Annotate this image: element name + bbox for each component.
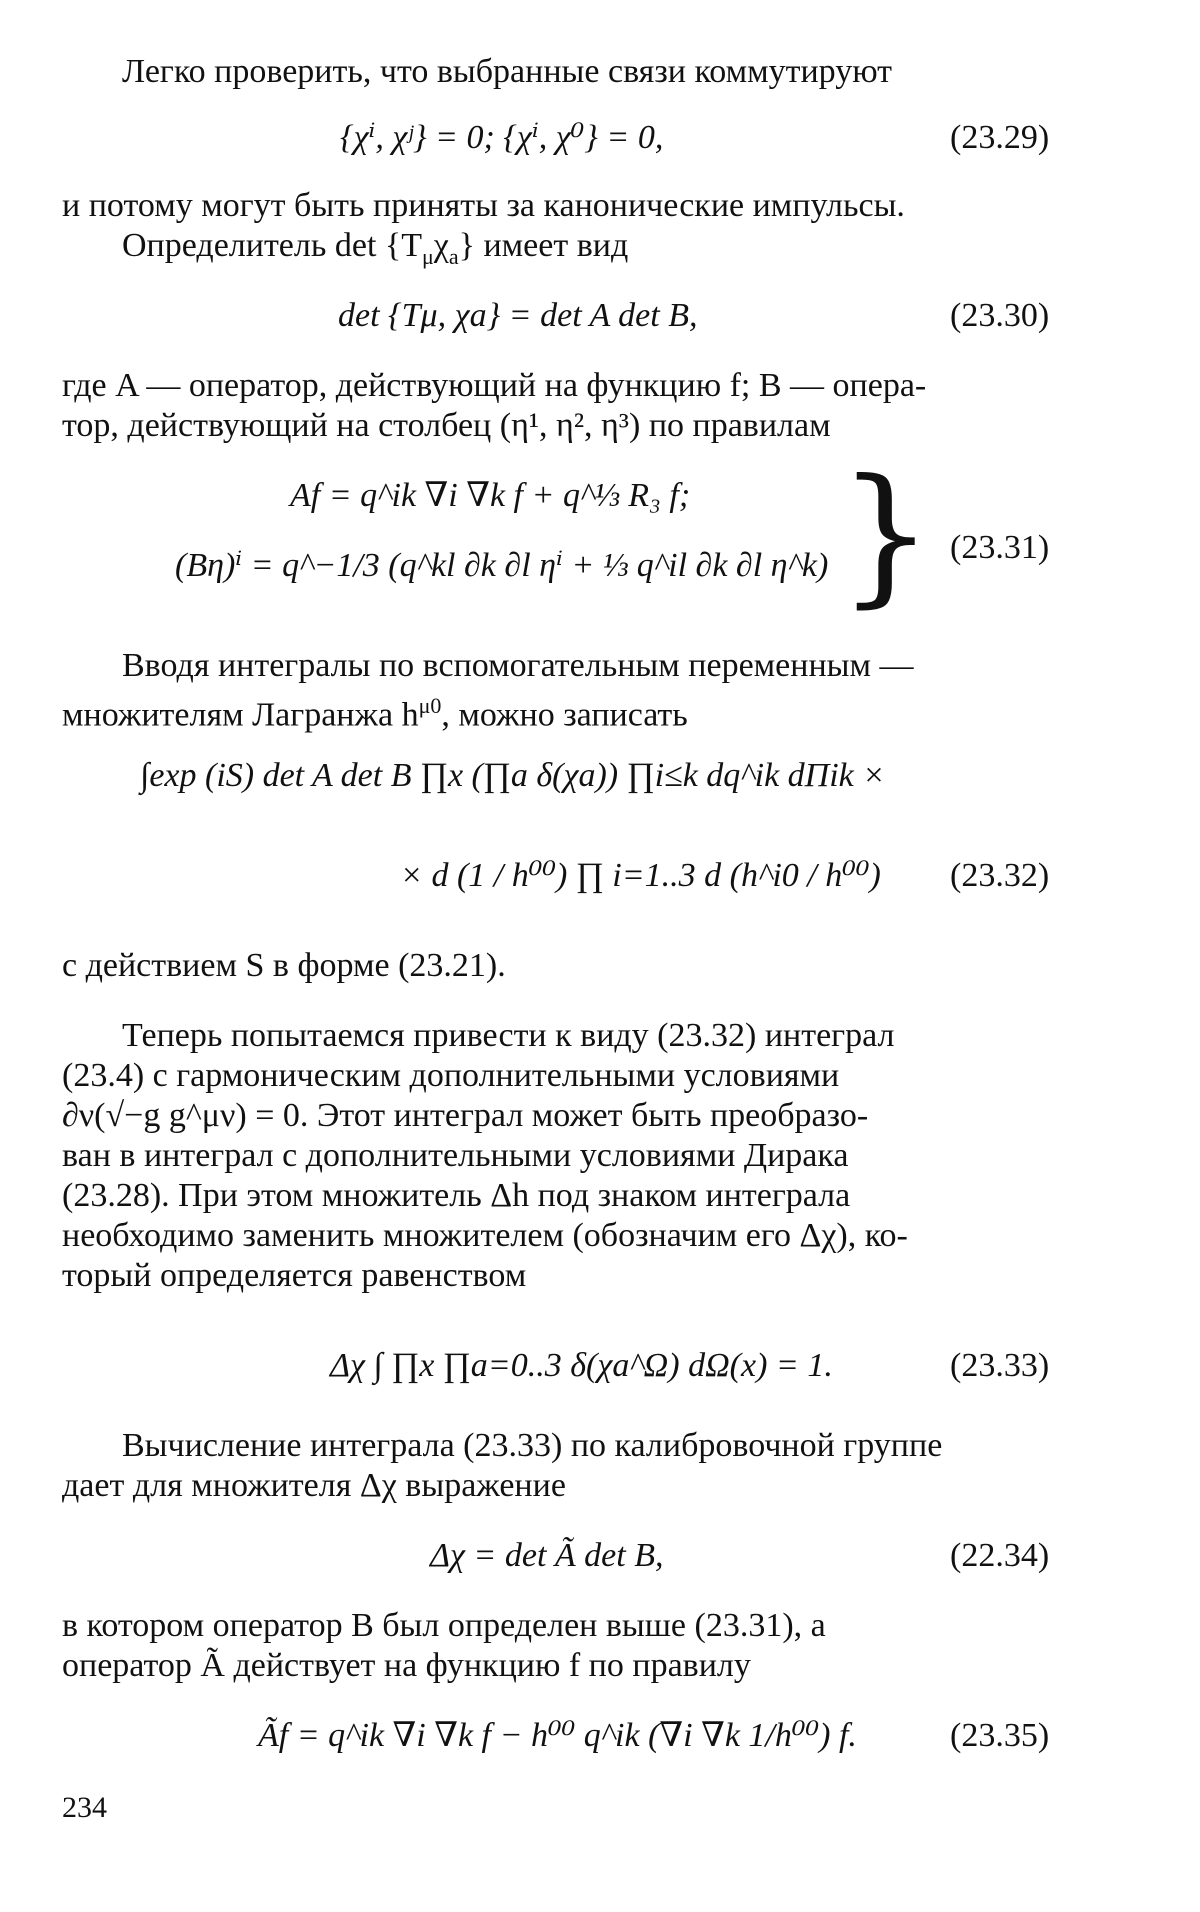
equation-number-23-31: (23.31) <box>950 529 1050 566</box>
superscript: μ0 <box>418 693 442 718</box>
paragraph-line: Вычисление интеграла (23.33) по калибровочной группе <box>122 1427 943 1464</box>
paragraph-line: где A — оператор, действующий на функцию f; B — опера- <box>62 367 927 404</box>
paragraph-line: Легко проверить, что выбранные связи коммутируют <box>122 53 893 90</box>
text-segment: χ <box>433 227 449 264</box>
paragraph-line: (23.28). При этом множитель Δh под знаком интеграла <box>62 1177 851 1214</box>
equation-23-32-line-1: ∫exp (iS) det A det B ∏x (∏a δ(χa)) ∏i≤k dq^ik dΠik × <box>140 757 886 794</box>
equation-number-23-35: (23.35) <box>950 1717 1050 1754</box>
equation-23-35: Ãf = q^ik ∇i ∇k f − h⁰⁰ q^ik (∇i ∇k 1/h⁰⁰) f. <box>258 1717 857 1754</box>
paragraph-line: ван в интеграл с дополнительными условиями Дирака <box>62 1137 849 1174</box>
page-number: 234 <box>62 1791 107 1824</box>
text-segment: Определитель det {T <box>122 227 422 264</box>
paragraph-line: в котором оператор B был определен выше (23.31), а <box>62 1607 826 1644</box>
paragraph-line: Вводя интегралы по вспомогательным переменным — <box>122 647 914 684</box>
equation-number-23-32: (23.32) <box>950 857 1050 894</box>
equation-number-23-30: (23.30) <box>950 297 1050 334</box>
text-segment: множителям Лагранжа h <box>62 696 419 734</box>
paragraph-line: тор, действующий на столбец (η¹, η², η³) по правилам <box>62 407 831 444</box>
equation-number-22-34: (22.34) <box>950 1537 1050 1574</box>
text-segment: , можно записать <box>441 696 688 734</box>
equation-23-33: Δχ ∫ ∏x ∏a=0..3 δ(χa^Ω) dΩ(x) = 1. <box>330 1347 833 1384</box>
text-segment: } имеет вид <box>458 227 629 264</box>
equation-23-32-line-2: × d (1 / h⁰⁰) ∏ i=1..3 d (h^i0 / h⁰⁰) <box>400 857 881 894</box>
equation-23-31-line-1: Af = q^ik ∇i ∇k f + q^⅓ R₃ f; <box>290 477 691 514</box>
equation-number-23-33: (23.33) <box>950 1347 1050 1384</box>
subscript: μ <box>422 243 434 269</box>
paragraph-line: Теперь попытаемся привести к виду (23.32) интеграл <box>122 1017 895 1054</box>
paragraph-line: необходимо заменить множителем (обозначим его Δχ), ко- <box>62 1217 908 1254</box>
paragraph-line: и потому могут быть приняты за канонические импульсы. <box>62 187 905 224</box>
paragraph-line <box>62 686 688 735</box>
paragraph-line: оператор Ã действует на функцию f по правилу <box>62 1647 751 1684</box>
equation-23-30: det {Tμ, χa} = det A det B, <box>338 297 698 334</box>
paragraph-line: с действием S в форме (23.21). <box>62 947 506 984</box>
paragraph-line <box>122 226 628 277</box>
paragraph-line: дает для множителя Δχ выражение <box>62 1467 566 1504</box>
paragraph-line: торый определяется равенством <box>62 1257 527 1294</box>
equation-number-23-29: (23.29) <box>950 119 1050 156</box>
equation-23-31-line-2: (Bη)ⁱ = q^−1/3 (q^kl ∂k ∂l ηⁱ + ⅓ q^il ∂k ∂l η^k) <box>175 547 829 584</box>
equation-23-29: {χⁱ, χʲ} = 0; {χⁱ, χ⁰} = 0, <box>340 119 664 156</box>
subscript: a <box>448 243 459 269</box>
paragraph-line: (23.4) с гармоническим дополнительными условиями <box>62 1057 840 1094</box>
paragraph-line: ∂ν(√−g g^μν) = 0. Этот интеграл может быть преобразо- <box>62 1097 869 1134</box>
right-brace: } <box>838 448 934 622</box>
equation-22-34: Δχ = det Ã det B, <box>430 1537 664 1574</box>
